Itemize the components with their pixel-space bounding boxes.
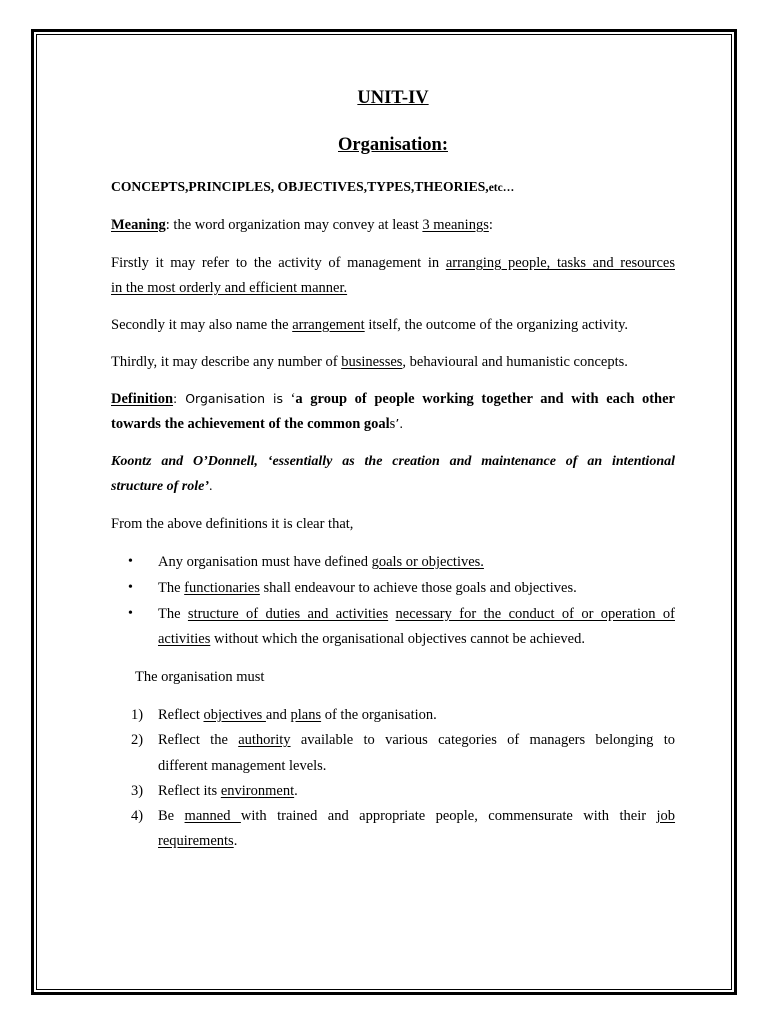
section-title: Organisation:	[338, 135, 448, 155]
concepts-heading: CONCEPTS,PRINCIPLES, OBJECTIVES,TYPES,THEORIES,etc…	[111, 179, 515, 194]
firstly-line-2: in the most orderly and efficient manner.	[111, 280, 348, 296]
must-intro: The organisation must	[135, 669, 265, 685]
koontz-line-1: Koontz and O’Donnell, ‘essentially as the creation and maintenance of an intentional	[111, 454, 675, 469]
definition-line-1: Definition: Organisation is ‘a group of people working together and with each other	[111, 391, 675, 407]
thirdly-paragraph: Thirdly, it may describe any number of businesses, behavioural and humanistic concepts.	[111, 354, 628, 370]
bullet-dot: •	[128, 606, 133, 621]
koontz-line-2: structure of role’.	[111, 479, 213, 494]
bullet-dot: •	[128, 554, 133, 569]
definition-line-2: towards the achievement of the common goals’.	[111, 416, 404, 432]
item-number: 1)	[131, 707, 144, 723]
firstly-line-1: Firstly it may refer to the activity of management in arranging people, tasks and resources	[111, 255, 675, 271]
from-above-text: From the above definitions it is clear that,	[111, 516, 354, 532]
meaning-paragraph: Meaning: the word organization may convey at least 3 meanings:	[111, 217, 493, 233]
item-number: 4)	[131, 808, 144, 824]
bullet-dot: •	[128, 580, 133, 595]
unit-title: UNIT-IV	[357, 88, 429, 108]
secondly-paragraph: Secondly it may also name the arrangement itself, the outcome of the organizing activity.	[111, 317, 629, 333]
item-number: 2)	[131, 732, 144, 748]
item-number: 3)	[131, 783, 144, 799]
